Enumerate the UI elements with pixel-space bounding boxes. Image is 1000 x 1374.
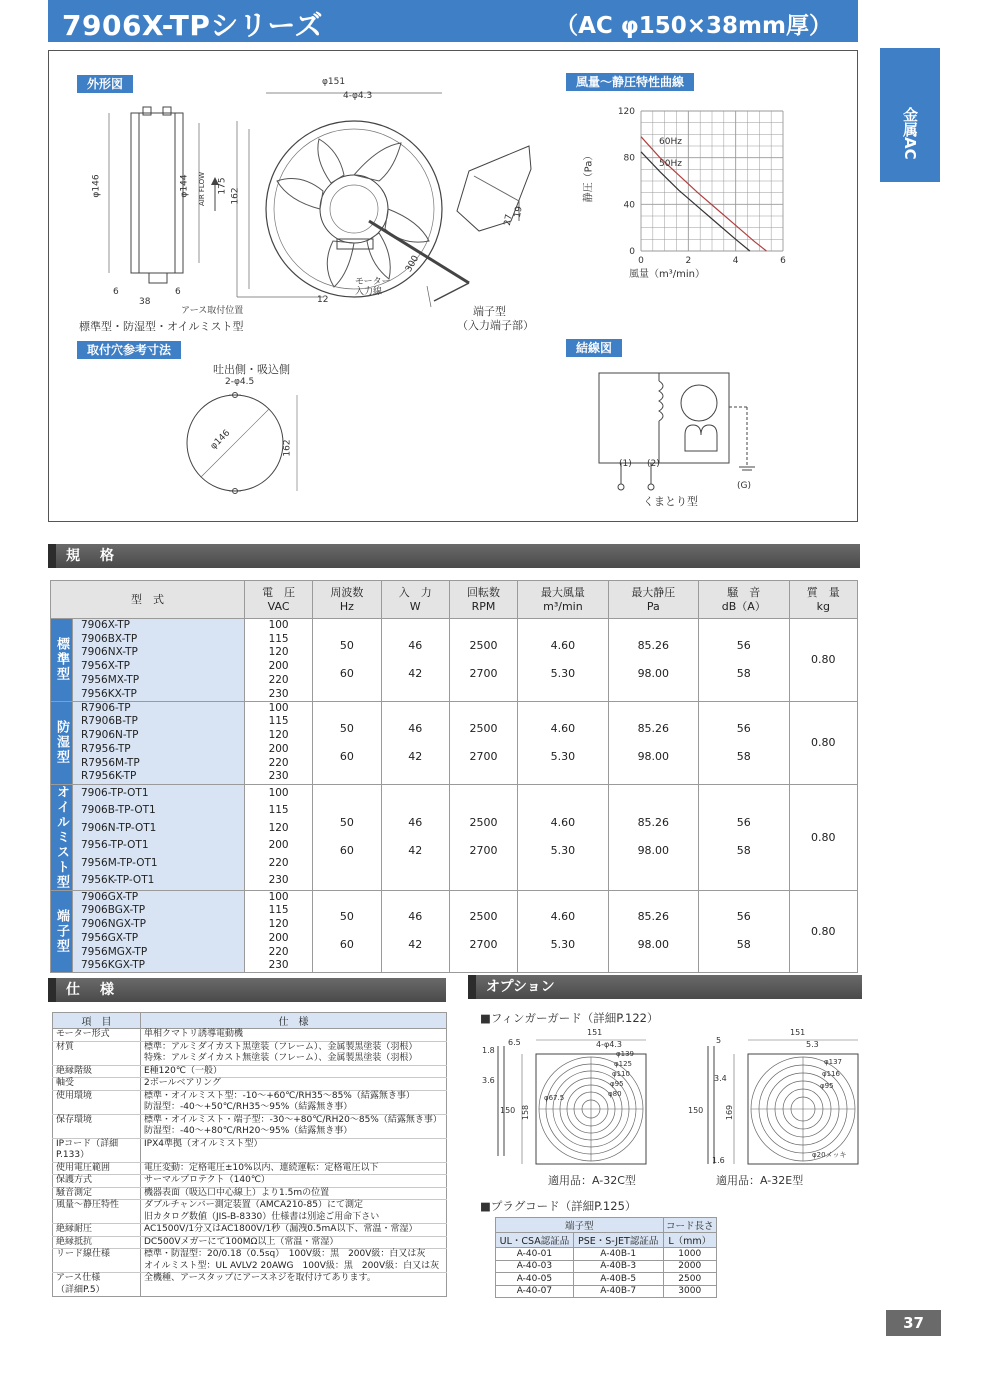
cord-cell: A-40-03 (496, 1260, 574, 1273)
spec-header-cell: 入 力 W (381, 581, 449, 619)
y-tick-label: 40 (623, 200, 635, 211)
spec-key: アース仕様 （詳細P.5） (53, 1273, 141, 1297)
spec-row (53, 1029, 447, 1042)
rpm-cell: 2500 2700 (449, 619, 517, 702)
model-cell: R7956M-TP (73, 756, 245, 770)
cord-cell: A-40B-5 (573, 1273, 663, 1286)
dim-38: 38 (139, 297, 151, 307)
cord-cell: 2000 (663, 1260, 717, 1273)
series-line-50Hz (641, 152, 750, 251)
spec-key: 絶縁抵抗 (53, 1236, 141, 1249)
cord-cell: 1000 (663, 1248, 717, 1261)
specs-table (52, 1012, 447, 1297)
guard-e-h150: 150 (688, 1106, 704, 1115)
dim-162: 162 (230, 187, 241, 205)
guard-c-w151: 151 (587, 1028, 603, 1037)
model-cell: R7956-TP (73, 743, 245, 757)
mass-cell: 0.80 (789, 619, 857, 702)
guard-c-ring-1: φ125 (614, 1060, 632, 1068)
types-caption: 標準型・防湿型・オイルミスト型 (79, 320, 244, 333)
voltage-cell: 115 (244, 802, 312, 820)
finger-guard-title: ■フィンガーガード（詳細P.122） (480, 1011, 659, 1025)
model-cell: 7906N-TP-OT1 (73, 819, 245, 837)
db-cell: 56 58 (699, 784, 790, 890)
voltage-cell: 230 (244, 959, 312, 973)
voltage-cell: 100 (244, 619, 312, 633)
guard-e-h169: 169 (725, 1104, 735, 1121)
spec-key: 絶縁階級 (53, 1065, 141, 1078)
dim-d151: φ151 (322, 77, 346, 87)
model-cell: R7906-TP (73, 701, 245, 715)
y-tick-label: 120 (617, 107, 635, 117)
cord-group-header: 端子型 (496, 1218, 664, 1233)
spec-key: 材質 (53, 1041, 141, 1065)
page-title: 7906X-TPシリーズ (62, 9, 323, 42)
w-cell: 46 42 (381, 890, 449, 973)
curve-ylabel: 静圧（Pa） (583, 150, 595, 203)
spec-header-cell: 質 量 kg (789, 581, 857, 619)
guard-e-d5: 5 (716, 1036, 722, 1045)
flow-cell: 4.60 5.30 (518, 701, 608, 784)
spec-key: IPコード（詳細P.133） (53, 1138, 141, 1162)
spec-key: 騒音測定 (53, 1187, 141, 1200)
spec-value: E種120℃（一般） (141, 1065, 447, 1078)
guard-c-d36: 3.6 (482, 1076, 495, 1085)
spec-key: 風量～静圧特性 (53, 1200, 141, 1224)
dim-d144: φ144 (179, 174, 190, 198)
spec-header-cell: 最大風量 m³/min (518, 581, 608, 619)
spec-key: 使用電圧範囲 (53, 1162, 141, 1175)
spec-row (53, 1114, 447, 1138)
spec-row (53, 1090, 447, 1114)
cord-cell: 2500 (663, 1273, 717, 1286)
rpm-cell: 2500 2700 (449, 890, 517, 973)
guard-c-ring-3: φ95 (610, 1080, 624, 1088)
wiring-t2: (2) (647, 459, 660, 469)
mass-cell: 0.80 (789, 784, 857, 890)
model-cell: 7956GX-TP (73, 931, 245, 945)
wiring-t1: (1) (619, 459, 632, 469)
model-cell: 7906GX-TP (73, 890, 245, 904)
guard-e-ring-0: φ137 (824, 1058, 842, 1066)
spec-value: 全機種、アースタップにアースネジを取付けてあります。 (141, 1273, 447, 1297)
guard-c-ring-2: φ110 (612, 1070, 630, 1078)
spec-value: 電圧変動：定格電圧±10%以内、連続運転：定格電圧以下 (141, 1162, 447, 1175)
guard-c-d65: 6.5 (508, 1038, 521, 1047)
voltage-cell: 220 (244, 945, 312, 959)
spec-row (53, 1200, 447, 1224)
voltage-cell: 120 (244, 646, 312, 660)
plug-cord-table (495, 1217, 717, 1298)
spec-header-cell: 電 圧 VAC (244, 581, 312, 619)
wiring-caption: くまとり型 (643, 495, 698, 508)
voltage-cell: 200 (244, 837, 312, 855)
wiring-g: (G) (737, 481, 751, 491)
table-row (51, 619, 858, 633)
db-cell: 56 58 (699, 619, 790, 702)
voltage-cell: 200 (244, 660, 312, 674)
spec-value: 単相クマトリ誘導電動機 (141, 1029, 447, 1042)
mount-label: 取付穴参考寸法 (77, 341, 181, 359)
mount-drawing (179, 371, 319, 501)
options-section-bar: オプション (468, 975, 862, 999)
spec-key: 軸受 (53, 1078, 141, 1091)
w-cell: 46 42 (381, 619, 449, 702)
curve-label: 風量～静圧特性曲線 (566, 73, 694, 91)
voltage-cell: 230 (244, 872, 312, 890)
voltage-cell: 115 (244, 632, 312, 646)
guard-c-d18: 1.8 (482, 1046, 495, 1055)
curve-xlabel: 風量（m³/min） (629, 269, 705, 280)
spec-row (53, 1041, 447, 1065)
spec-value: 機器表面（吸込口中心線上）より1.5mの位置 (141, 1187, 447, 1200)
cord-cell: A-40B-3 (573, 1260, 663, 1273)
hz-cell: 50 60 (313, 784, 381, 890)
guard-e-d16: 1.6 (712, 1156, 725, 1165)
spec-row (53, 1065, 447, 1078)
model-cell: 7906BGX-TP (73, 904, 245, 918)
pa-cell: 85.26 98.00 (608, 784, 698, 890)
model-cell: 7906NX-TP (73, 646, 245, 660)
table-row (51, 784, 858, 802)
voltage-cell: 200 (244, 931, 312, 945)
model-cell: 7906X-TP (73, 619, 245, 633)
spec-row (53, 1187, 447, 1200)
spec-row (53, 1224, 447, 1237)
voltage-cell: 100 (244, 784, 312, 802)
cord-cell: A-40-05 (496, 1273, 574, 1286)
group-label: 標準型 (51, 619, 73, 702)
w-cell: 46 42 (381, 784, 449, 890)
spec-value: 標準・オイルミスト型：-10～+60℃/RH35～85%（結露無き事） 防湿型：-40～+50℃/RH35～95%（結露無き事） (141, 1090, 447, 1114)
spec-row (53, 1249, 447, 1273)
y-tick-label: 80 (623, 153, 635, 164)
voltage-cell: 200 (244, 743, 312, 757)
cord-col-length: L（mm） (663, 1233, 717, 1248)
model-cell: 7956KX-TP (73, 687, 245, 701)
spec-value: DC500Vメガーにて100MΩ以上（常温・常湿） (141, 1236, 447, 1249)
guard-e-w151: 151 (790, 1028, 806, 1037)
table-row (496, 1248, 717, 1261)
spec-header-cell: 騒 音 dB（A） (699, 581, 790, 619)
spec-value: 標準・オイルミスト・端子型：-30～+80℃/RH20～85%（結露無き事） 防湿型：-40～+80℃/RH20～95%（結露無き事） (141, 1114, 447, 1138)
spec-row (53, 1175, 447, 1188)
voltage-cell: 100 (244, 701, 312, 715)
spec-value: サーマルプロテクト（140℃） (141, 1175, 447, 1188)
x-tick-label: 2 (685, 256, 692, 266)
spec-key: 保護方式 (53, 1175, 141, 1188)
wiring-label: 結線図 (566, 339, 622, 357)
spec-row (53, 1273, 447, 1297)
guard-e-holes: 5.3 (806, 1040, 819, 1049)
model-cell: 7906-TP-OT1 (73, 784, 245, 802)
specs-section-bar: 仕 様 (48, 978, 446, 1002)
guard-c-h158: 158 (521, 1104, 531, 1121)
model-cell: 7956KGX-TP (73, 959, 245, 973)
cord-col-pse: PSE・S-JET認証品 (573, 1233, 663, 1248)
voltage-cell: 220 (244, 674, 312, 688)
mount-holes-label: 2-φ4.5 (225, 377, 255, 387)
dim-300: 300 (403, 254, 422, 274)
hz-cell: 50 60 (313, 701, 381, 784)
spec-key: 絶縁耐圧 (53, 1224, 141, 1237)
terminal-caption: 端子型 (473, 305, 506, 318)
mount-d162: 162 (282, 439, 293, 457)
spec-key: 保存環境 (53, 1114, 141, 1138)
spec-value: IPX4準拠（オイルミスト型） (141, 1138, 447, 1162)
mass-cell: 0.80 (789, 890, 857, 973)
voltage-cell: 100 (244, 890, 312, 904)
plug-cord-title: ■プラグコード（詳細P.125） (480, 1199, 637, 1213)
page-subtitle: （AC φ150×38mm厚） (555, 13, 832, 39)
wiring-diagram (589, 367, 789, 497)
table-row (51, 890, 858, 904)
w-cell: 46 42 (381, 701, 449, 784)
flow-cell: 4.60 5.30 (518, 784, 608, 890)
voltage-cell: 220 (244, 855, 312, 873)
guard-e-ring-2: φ95 (820, 1082, 834, 1090)
spec-key: 使用環境 (53, 1090, 141, 1114)
hz-cell: 50 60 (313, 619, 381, 702)
cord-cell: A-40B-1 (573, 1248, 663, 1261)
outline-label: 外形図 (77, 75, 133, 93)
spec-row (53, 1236, 447, 1249)
guard-e-wire: φ20メッキ (812, 1151, 847, 1159)
model-cell: R7906N-TP (73, 729, 245, 743)
table-row (496, 1273, 717, 1286)
spec-header-cell: 最大静圧 Pa (608, 581, 698, 619)
model-cell: 7956X-TP (73, 660, 245, 674)
spec-key: モーター形式 (53, 1029, 141, 1042)
model-cell: 7956MX-TP (73, 674, 245, 688)
dim-12: 12 (317, 295, 329, 305)
spec-row (53, 1138, 447, 1162)
guard-c-holes: 4-φ4.3 (596, 1040, 622, 1049)
finger-guard-drawings (478, 1026, 858, 1176)
db-cell: 56 58 (699, 890, 790, 973)
dim-6b: 6 (175, 287, 181, 297)
motor-lead-label: モーター入力線 (355, 277, 391, 297)
voltage-cell: 230 (244, 687, 312, 701)
earth-position-label: アース取付位置 (181, 306, 244, 316)
pa-cell: 85.26 98.00 (608, 890, 698, 973)
cord-cell: A-40B-7 (573, 1285, 663, 1298)
voltage-cell: 115 (244, 904, 312, 918)
group-label: 防湿型 (51, 701, 73, 784)
model-cell: R7956K-TP (73, 770, 245, 784)
mount-side-label: 吐出側・吸込側 (213, 363, 290, 376)
x-tick-label: 6 (780, 256, 786, 266)
guard-c-ring-5: φ67.5 (544, 1094, 565, 1102)
guard-c-ring-0: φ139 (616, 1050, 634, 1058)
model-cell: 7956MGX-TP (73, 945, 245, 959)
curve-label-50hz: 50Hz (659, 159, 682, 169)
mass-cell: 0.80 (789, 701, 857, 784)
table-row (51, 701, 858, 715)
outline-drawing (49, 51, 569, 341)
group-label: 端子型 (51, 890, 73, 973)
page-header (48, 0, 858, 42)
curve-label-60hz: 60Hz (659, 137, 682, 147)
spec-value: 2ボールベアリング (141, 1078, 447, 1091)
page-number: 37 (886, 1310, 941, 1336)
model-cell: 7906NGX-TP (73, 918, 245, 932)
spec-value: ダブルチャンバー測定装置（AMCA210-85）にて測定 旧カタログ数値（JIS-B-8330）仕様書は別途ご用命下さい (141, 1200, 447, 1224)
guard-e-ring-1: φ116 (822, 1070, 840, 1078)
guard-e-caption: 適用品：A-32E型 (716, 1174, 804, 1187)
guard-c-ring-4: φ80 (608, 1090, 622, 1098)
table-row (496, 1260, 717, 1273)
table-row (496, 1285, 717, 1298)
cord-col-ul: UL・CSA認証品 (496, 1233, 574, 1248)
spec-table (50, 580, 858, 973)
specs-header-item: 項 目 (53, 1013, 141, 1029)
guard-c-caption: 適用品：A-32C型 (548, 1174, 636, 1187)
dim-27: 27 (502, 213, 515, 227)
x-tick-label: 4 (732, 256, 739, 266)
specs-header-spec: 仕 様 (141, 1013, 447, 1029)
db-cell: 56 58 (699, 701, 790, 784)
spec-row (53, 1162, 447, 1175)
spec-key: リード線仕様 (53, 1249, 141, 1273)
guard-c-h150: 150 (500, 1106, 516, 1115)
category-tab: 金属AC (880, 48, 940, 182)
cord-cell: A-40-07 (496, 1285, 574, 1298)
hz-cell: 50 60 (313, 890, 381, 973)
dim-19: 19 (512, 205, 525, 219)
model-cell: 7956M-TP-OT1 (73, 855, 245, 873)
spec-section-bar: 規 格 (48, 544, 860, 568)
rpm-cell: 2500 2700 (449, 701, 517, 784)
voltage-cell: 120 (244, 729, 312, 743)
model-cell: 7906BX-TP (73, 632, 245, 646)
air-flow-label: AIR FLOW (198, 171, 207, 207)
dim-6a: 6 (113, 287, 119, 297)
cord-cell: 3000 (663, 1285, 717, 1298)
spec-row (53, 1078, 447, 1091)
rpm-cell: 2500 2700 (449, 784, 517, 890)
model-cell: 7906B-TP-OT1 (73, 802, 245, 820)
spec-header-cell: 型 式 (51, 581, 245, 619)
terminal-caption-2: （入力端子部） (457, 319, 534, 332)
pa-cell: 85.26 98.00 (608, 701, 698, 784)
spec-header-cell: 回転数 RPM (449, 581, 517, 619)
spec-value: 標準・防湿型：20/0.18（0.5sq） 100V級：黒 200V級：白又は灰 オイルミスト型：UL AVLV2 20AWG 100V級：黒 200V級：白又は灰 (141, 1249, 447, 1273)
guard-e-d34: 3.4 (714, 1074, 727, 1083)
mount-d146: φ146 (208, 428, 233, 452)
flow-cell: 4.60 5.30 (518, 890, 608, 973)
voltage-cell: 230 (244, 770, 312, 784)
pa-cell: 85.26 98.00 (608, 619, 698, 702)
dim-175: 175 (217, 177, 228, 195)
y-tick-label: 0 (629, 247, 635, 257)
model-cell: R7906B-TP (73, 715, 245, 729)
flow-cell: 4.60 5.30 (518, 619, 608, 702)
spec-header-cell: 周波数 Hz (313, 581, 381, 619)
voltage-cell: 120 (244, 819, 312, 837)
cord-length-header: コード長さ (663, 1218, 717, 1233)
dim-holes: 4-φ4.3 (343, 91, 373, 101)
spec-value: AC1500V/1分又はAC1800V/1秒（漏洩0.5mA以下、常温・常湿） (141, 1224, 447, 1237)
voltage-cell: 220 (244, 756, 312, 770)
spec-value: 標準：アルミダイカスト黒塗装（フレーム）、金属製黒塗装（羽根） 特殊：アルミダイカスト無塗装（フレーム）、金属製黒塗装（羽根） (141, 1041, 447, 1065)
spec-header-row (51, 581, 858, 619)
cord-cell: A-40-01 (496, 1248, 574, 1261)
group-label: オイルミスト型 (51, 784, 73, 890)
model-cell: 7956K-TP-OT1 (73, 872, 245, 890)
x-tick-label: 0 (638, 256, 644, 266)
model-cell: 7956-TP-OT1 (73, 837, 245, 855)
drawings-frame (48, 50, 858, 522)
voltage-cell: 120 (244, 918, 312, 932)
voltage-cell: 115 (244, 715, 312, 729)
dim-d146: φ146 (91, 174, 102, 198)
